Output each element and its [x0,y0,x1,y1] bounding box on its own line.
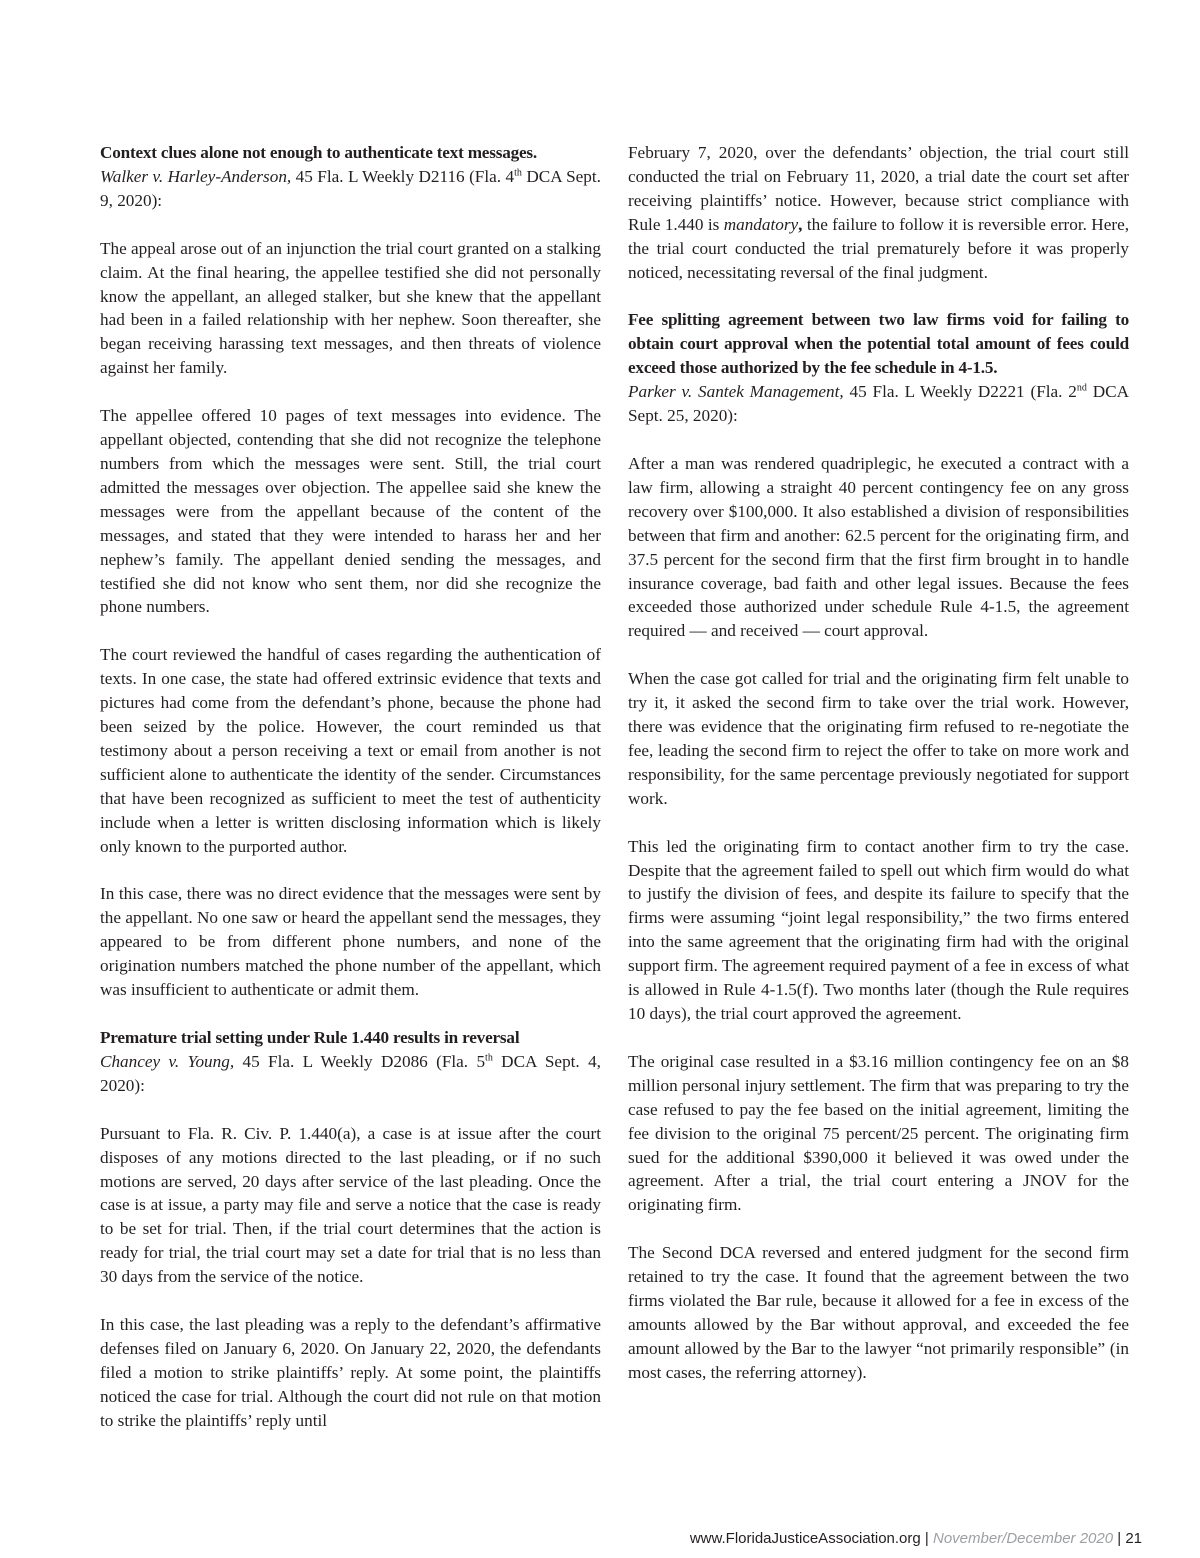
case-citation: Parker v. Santek Management, 45 Fla. L Weekly D2221 (Fla. 2nd DCA Sept. 25, 2020): [628,382,1129,426]
case-citation: Walker v. Harley-Anderson, 45 Fla. L Weekly D2116 (Fla. 4th DCA Sept. 9, 2020): [100,166,601,210]
section-parker-header [628,308,1129,428]
section-heading: Fee splitting agreement between two law firms void for failing to obtain court approval when the potential total amount of fees could exceed those authorized by the fee schedule in 4-1.5. [628,310,1129,378]
paragraph: In this case, there was no direct evidence that the messages were sent by the appellant. No one saw or heard the appellant send the messages, they appeared to be from different phone numbers, and none of the origination numbers matched the phone number of the appellant, which was insufficient to authenticate or admit them. [100,884,601,1000]
section-walker-header [100,141,601,213]
page-number: 21 [1125,1530,1142,1547]
emphasis: mandatory [723,214,799,234]
case-citation: Chancey v. Young, 45 Fla. L Weekly D2086 (Fla. 5th DCA Sept. 4, 2020): [100,1051,601,1095]
case-name: Chancey v. Young, [100,1051,235,1071]
footer-issue: November/December 2020 [932,1530,1114,1547]
paragraph: In this case, the last pleading was a reply to the defendant’s affirmative defenses filed on January 6, 2020. On January 22, 2020, the defendants filed a motion to strike plaintiffs’ reply. At some point, the plaintiffs noticed the case for trial. Although the court did not rule on that motion to strike the plaintiffs’ reply until [100,1315,601,1430]
footer-website-link[interactable]: www.FloridaJusticeAssociation.org [689,1530,921,1547]
case-name: Parker v. Santek Management, [628,382,844,402]
paragraph: The appellee offered 10 pages of text messages into evidence. The appellant objected, contending that she did not recognize the telephone numbers from which the messages were sent. Still, the trial court admitted the messages over objection. The appellee said she knew the messages were from the appellant because of the content of the messages, and stated that they were intended to harass her and her nephew’s family. The appellant denied sending the messages, and testified she did not know who sent them, nor did she recognize the phone numbers. [100,406,601,617]
paragraph: This led the originating firm to contact another firm to try the case. Despite that the agreement failed to spell out which firm would do what to justify the division of fees, and despite its failure to specify that the firms were assuming “joint legal responsibility,” the two firms entered into the same agreement that the originating firm had with the original support firm. The agreement required payment of a fee in excess of what is allowed in Rule 4-1.5(f). Two months later (though the Rule requires 10 days), the trial court approved the agreement. [628,836,1129,1023]
page-footer: www.FloridaJusticeAssociation.org | November/December 2020 | 21 [689,1530,1142,1547]
section-heading: Premature trial setting under Rule 1.440 results in reversal [100,1028,520,1047]
left-column [100,141,601,1433]
section-heading: Context clues alone not enough to authenticate text messages. [100,143,538,162]
paragraph: The court reviewed the handful of cases regarding the authentication of texts. In one case, the state had offered extrinsic evidence that texts and pictures had come from the defendant’s phone, because the phone had been seized by the police. However, the court reminded us that testimony about a person receiving a text or email from another is not sufficient alone to authenticate the identity of the sender. Circumstances that have been recognized as sufficient to meet the test of authenticity include when a letter is written disclosing information which is likely only known to the purported author. [100,645,601,856]
right-column [628,141,1129,1385]
section-chancey-header [100,1026,601,1098]
case-name: Walker v. Harley-Anderson, [100,166,292,186]
paragraph: The original case resulted in a $3.16 million contingency fee on an $8 million personal injury settlement. The firm that was preparing to try the case refused to pay the fee based on the initial agreement, limiting the fee division to the original 75 percent/25 percent. The originating firm sued for the additional $390,000 it believed it was owed under the agreement. After a trial, the trial court entering a JNOV for the originating firm. [628,1051,1129,1215]
paragraph: The appeal arose out of an injunction the trial court granted on a stalking claim. At the final hearing, the appellee testified she did not personally know the appellant, an alleged stalker, but she knew that the appellant had been in a failed relationship with her nephew. Soon thereafter, she began receiving harassing text messages, and then threats of violence against her family. [100,238,601,378]
paragraph: The Second DCA reversed and entered judgment for the second firm retained to try the case. It found that the agreement between the two firms violated the Bar rule, because it allowed for a fee in excess of the amounts allowed by the Bar without approval, and exceeded the fee amount allowed by the Bar to the lawyer “not primarily responsible” (in most cases, the referring attorney). [628,1243,1129,1382]
paragraph: Pursuant to Fla. R. Civ. P. 1.440(a), a case is at issue after the court disposes of any motions directed to the last pleading, or if no such motions are served, 20 days after service of the last pleading. Once the case is at issue, a party may file and serve a notice that the case is ready to be set for trial. Then, if the trial court determines that the action is ready for trial, the trial court may set a date for trial that is no less than 30 days from the service of the notice. [100,1123,601,1287]
paragraph-continued: February 7, 2020, over the defendants’ objection, the trial court still conducted the trial on February 11, 2020, a trial date the court set after receiving plaintiffs’ notice. However, because strict compliance with Rule 1.440 is mandatory, the failure to follow it is reversible error. Here, the trial court conducted the trial prematurely before it was properly noticed, necessitating reversal of the final judgment. [628,143,1129,282]
paragraph: After a man was rendered quadriplegic, he executed a contract with a law firm, allowing a straight 40 percent contingency fee on any gross recovery over $100,000. It also established a division of responsibilities between that firm and another: 62.5 percent for the originating firm, and 37.5 percent for the second firm that the first firm brought in to handle insurance coverage, bad faith and other legal issues. Because the fees exceeded those authorized under schedule Rule 4-1.5, the agreement required — and received — court approval. [628,453,1129,641]
paragraph: When the case got called for trial and the originating firm felt unable to try it, it asked the second firm to take over the trial work. However, there was evidence that the originating firm refused to re-negotiate the fee, leading the second firm to reject the offer to take on more work and responsibility, for the same percentage previously negotiated for support work. [628,669,1129,808]
